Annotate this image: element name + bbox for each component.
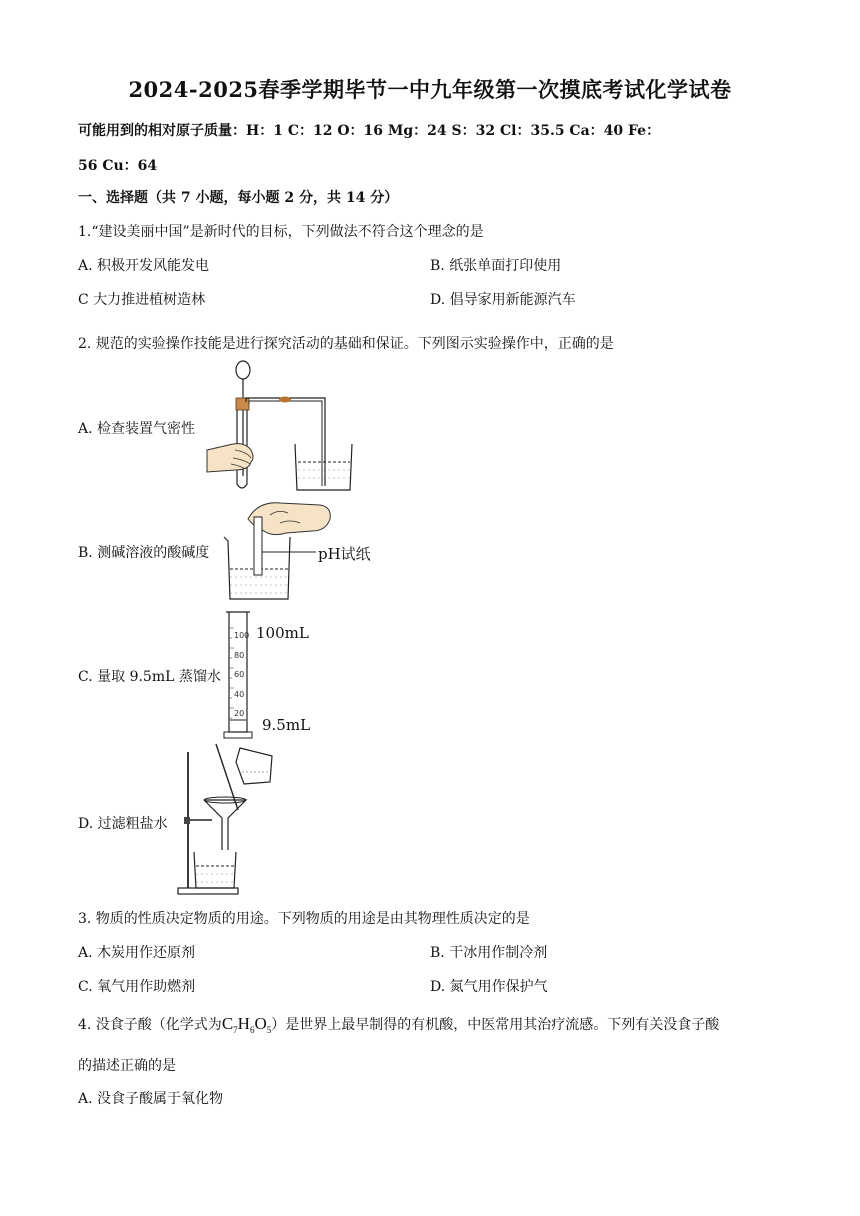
q1-stem: 1.“建设美丽中国”是新时代的目标，下列做法不符合这个理念的是 — [78, 224, 484, 240]
filtration-apparatus-figure — [176, 742, 280, 898]
ph-paper-label: pH试纸 — [318, 545, 371, 563]
q3-option-c: C. 氧气用作助燃剂 — [78, 979, 196, 995]
q4-option-a: A. 没食子酸属于氧化物 — [78, 1091, 224, 1107]
q3-option-b: B. 干冰用作制冷剂 — [430, 945, 548, 961]
cylinder-top-label: 100mL — [256, 624, 309, 642]
q2-option-c: C. 量取 9.5mL 蒸馏水 — [78, 669, 221, 685]
chemical-formula: $C_7H_6O_5$ — [221, 1014, 272, 1035]
q3-option-a: A. 木炭用作还原剂 — [78, 945, 196, 961]
atomic-masses-line1: 可能用到的相对原子质量：H：1 C：12 O：16 Mg：24 S：32 Cl：35.5 Ca：40 Fe： — [78, 123, 661, 139]
airtightness-apparatus-figure — [205, 358, 355, 494]
q1-option-d: D. 倡导家用新能源汽车 — [430, 292, 576, 308]
q2-option-a: A. 检查装置气密性 — [78, 421, 196, 437]
q2-option-b: B. 测碱溶液的酸碱度 — [78, 545, 210, 561]
q3-option-d: D. 氮气用作保护气 — [430, 979, 548, 995]
atomic-masses-line2: 56 Cu：64 — [78, 158, 158, 174]
q2-stem: 2. 规范的实验操作技能是进行探究活动的基础和保证。下列图示实验操作中，正确的是 — [78, 336, 614, 352]
q4-stem — [78, 1014, 719, 1035]
q1-option-b: B. 纸张单面打印使用 — [430, 258, 562, 274]
cylinder-tick-40: 40 — [234, 689, 245, 699]
q3-stem: 3. 物质的性质决定物质的用途。下列物质的用途是由其物理性质决定的是 — [78, 911, 530, 927]
q1-option-c: C 大力推进植树造林 — [78, 292, 206, 308]
cylinder-tick-60: 60 — [234, 670, 245, 679]
q2-option-d: D. 过滤粗盐水 — [78, 816, 168, 832]
cylinder-tick-100: 100 — [234, 631, 250, 640]
cylinder-tick-80: 80 — [234, 650, 245, 660]
cylinder-bottom-label: 9.5mL — [262, 716, 311, 734]
q4-stem-after: ）是世界上最早制得的有机酸，中医常用其治疗流感。下列有关没食子酸 — [271, 1017, 720, 1033]
page-title: 2024-2025春季学期毕节一中九年级第一次摸底考试化学试卷 — [128, 77, 732, 102]
q4-stem-before: 4. 没食子酸（化学式为 — [78, 1017, 222, 1033]
q1-option-a: A. 积极开发风能发电 — [78, 258, 210, 274]
cylinder-tick-20: 20 — [234, 709, 245, 718]
section-heading: 一、选择题（共 7 小题，每小题 2 分，共 14 分） — [78, 190, 399, 206]
q4-stem-line2: 的描述正确的是 — [78, 1058, 176, 1074]
